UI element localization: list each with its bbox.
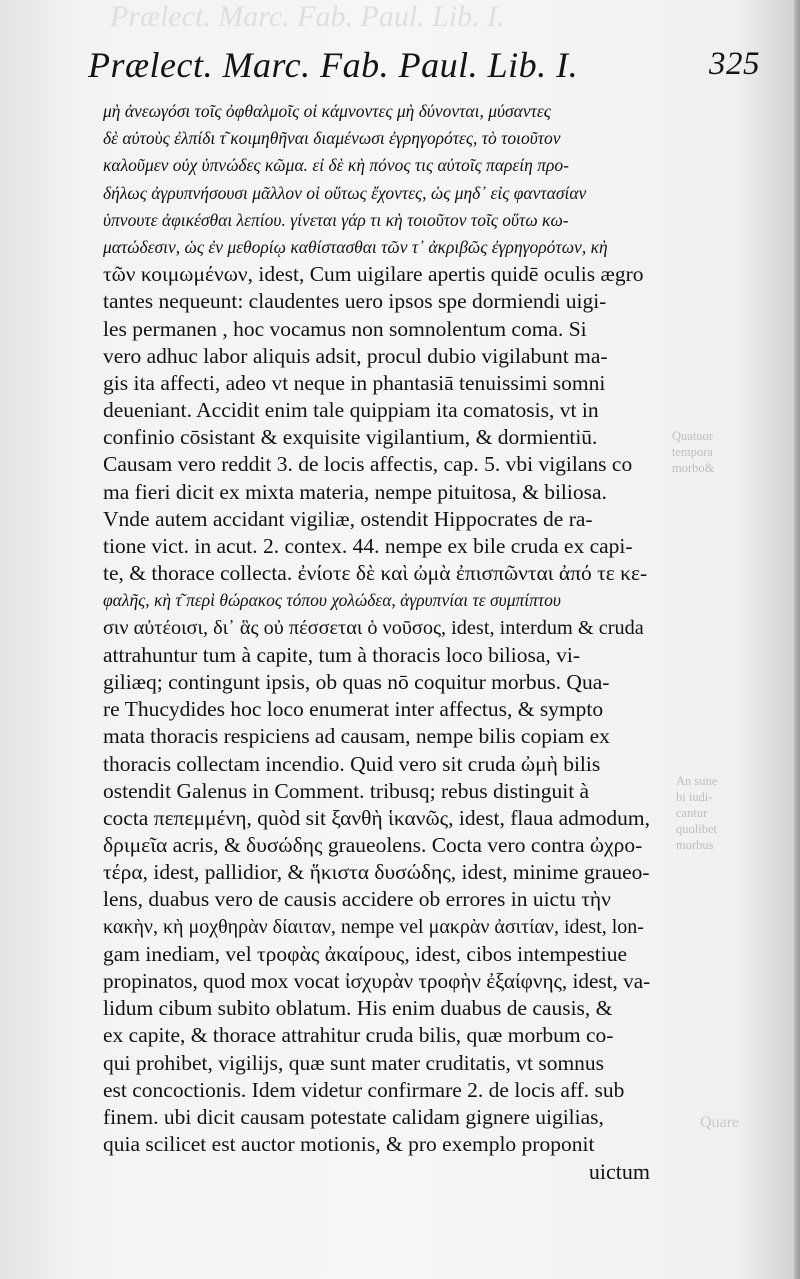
text-line: cocta πεπεμμένη, quòd sit ξανθὴ ἱκανῶς, idest, flaua admodum, <box>103 805 650 830</box>
margin-note-line: morbus <box>676 838 714 852</box>
text-line: lens, duabus vero de causis accidere ob errores in uictu τὴν <box>103 887 611 912</box>
margin-note-line: bi iudi- <box>676 790 713 804</box>
text-line: attrahuntur tum à capite, tum à thoracis loco biliosa, vi- <box>103 642 581 667</box>
text-line: ex capite, & thorace attrahitur cruda bilis, quæ morbum co- <box>103 1023 614 1048</box>
text-line: propinatos, quod mox vocat ἰσχυρὰν τροφὴν ἐξαίφνης, idest, va- <box>103 969 650 993</box>
margin-note-line: cantur <box>676 806 708 820</box>
text-line: καλοῦμεν οὐχ ὑπνώδες κῶμα. εἰ δὲ κὴ πόνος τις αὐτοῖς παρείη προ- <box>103 155 569 176</box>
margin-note-line: An sune <box>676 774 718 788</box>
page-number: 325 <box>709 46 760 82</box>
text-line: tantes nequeunt: claudentes uero ipsos spe dormiendi uigi- <box>103 289 607 314</box>
margin-note-line: tempora <box>672 445 713 459</box>
text-line: thoracis collectam incendio. Quid vero sit cruda ὠμὴ bilis <box>103 751 601 776</box>
catchword: uictum <box>588 1159 650 1185</box>
text-line: lidum cibum subito oblatum. His enim duabus de causis, & <box>103 996 613 1021</box>
text-line: φαλῆς, κὴ τ͂ περὶ θώρακος τόπου χολώδεα, ἀγρυπνίαι τε συμπίπτου <box>103 590 561 611</box>
text-line: gis ita affecti, adeo vt neque in phantasiā tenuissimi somni <box>103 370 606 395</box>
text-line: δὲ αὐτοὺς ἐλπίδι τ͂ κοιμηθῆναι διαμένωσι ἐγρηγορότες, τὸ τοιοῦτον <box>103 128 561 149</box>
text-line: δήλως ἀγρυπνήσουσι μᾶλλον οἱ οὕτως ἔχοντες, ὡς μηδ᾽ εἰς φαντασίαν <box>103 182 587 203</box>
text-line: μὴ ἀνεωγόσι τοῖς ὀφθαλμοῖς οἱ κάμνοντες μὴ δύνονται, μύσαντες <box>103 101 551 121</box>
text-line: re Thucydides hoc loco enumerat inter affectus, & sympto <box>103 697 604 722</box>
bleedthrough-lower-right: Quare <box>700 1114 740 1131</box>
bleedthrough-header: Prælect. Marc. Fab. Paul. Lib. I. <box>110 0 505 33</box>
text-line: τῶν κοιμωμένων, idest, Cum uigilare apertis quidē oculis ægro <box>103 262 644 287</box>
text-line: ὑπνουτε ἀφικέσθαι λεπίου. γίνεται γάρ τι κὴ τοιοῦτον τοῖς οὕτω κω- <box>103 209 569 230</box>
text-line: est concoctionis. Idem videtur confirmare 2. de locis aff. sub <box>103 1077 625 1102</box>
text-line: quia scilicet est auctor motionis, & pro exemplo proponit <box>103 1132 595 1157</box>
text-line: vero adhuc labor aliquis adsit, procul dubio vigilabunt ma- <box>103 343 608 368</box>
text-line: τέρα, idest, pallidior, & ἥκιστα δυσώδης, idest, minime graueo- <box>103 860 650 885</box>
running-head-title: Prælect. Marc. Fab. Paul. Lib. I. <box>88 45 579 85</box>
text-line: gam inediam, vel τροφὰς ἀκαίρους, idest, cibos intempestiue <box>103 941 628 966</box>
text-line: mata thoracis respiciens ad causam, nempe bilis copiam ex <box>103 724 610 749</box>
text-line: tione vict. in acut. 2. contex. 44. nempe ex bile cruda ex capi- <box>103 534 633 558</box>
page-edge-shadow <box>794 0 800 1279</box>
text-line: ostendit Galenus in Comment. tribusq; rebus distinguit à <box>103 778 590 803</box>
text-line: κακὴν, κὴ μοχθηρὰν δίαιταν, nempe vel μακρὰν ἀσιτίαν, idest, lon- <box>103 915 644 938</box>
text-line: finem. ubi dicit causam potestate calidam gignere uigilias, <box>103 1104 604 1129</box>
bleedthrough-margin-note <box>676 773 717 853</box>
body-text <box>103 98 650 1186</box>
text-line: qui prohibet, vigilijs, quæ sunt mater cruditatis, vt somnus <box>103 1050 605 1075</box>
running-head <box>88 44 760 92</box>
text-line: confinio cōsistant & exquisite vigilantium, & dormientiū. <box>103 425 598 450</box>
text-line: Causam vero reddit 3. de locis affectis, cap. 5. vbi vigilans co <box>103 452 633 477</box>
text-line: les permanen , hoc vocamus non somnolentum coma. Si <box>103 316 587 341</box>
text-line: deueniant. Accidit enim tale quippiam ita comatosis, vt in <box>103 398 599 423</box>
text-line: δριμεῖα acris, & δυσώδης graueolens. Cocta vero contra ὠχρο- <box>103 833 643 858</box>
margin-note-line: morbo& <box>672 461 715 475</box>
text-line: giliæq; contingunt ipsis, ob quas nō coquitur morbus. Qua- <box>103 669 610 694</box>
margin-note-line: Quatuor <box>672 429 713 443</box>
text-line: ma fieri dicit ex mixta materia, nempe pituitosa, & biliosa. <box>103 479 607 504</box>
text-line: te, & thorace collecta. ἐνίοτε δὲ καὶ ὠμὰ ἐπισπῶνται ἀπό τε κε- <box>103 561 648 586</box>
bleedthrough-margin-note <box>672 428 714 476</box>
margin-note-line: quolibet <box>676 822 717 836</box>
text-line: σιν αὐτέοισι, δι᾽ ἃς οὐ πέσσεται ὁ νοῦσος, idest, interdum & cruda <box>103 616 644 639</box>
text-line: ματώδεσιν, ὡς ἐν μεθορίῳ καθίστασθαι τῶν τ᾽ ἀκριβῶς ἐγρηγορότων, κὴ <box>103 236 608 257</box>
text-line: Vnde autem accidant vigiliæ, ostendit Hippocrates de ra- <box>103 506 593 531</box>
